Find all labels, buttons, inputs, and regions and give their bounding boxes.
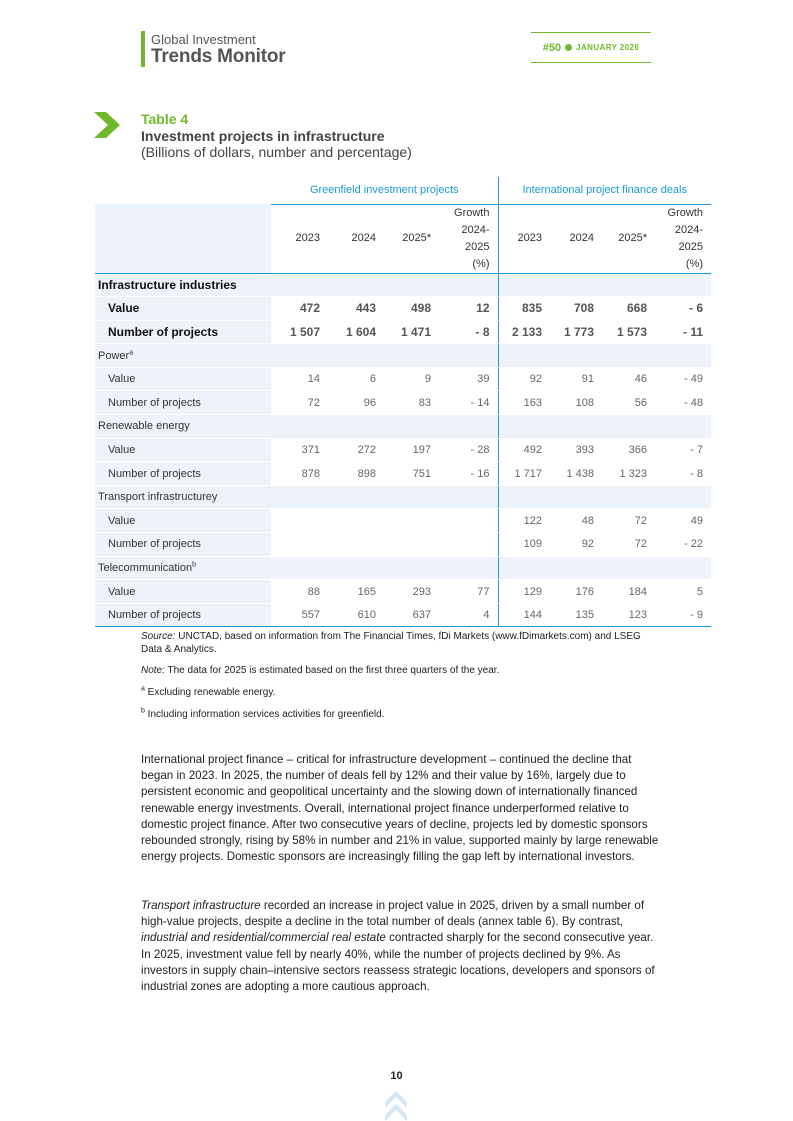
- table-cell: 46: [602, 367, 655, 391]
- table-cell: [602, 273, 655, 297]
- table-cell: 92: [498, 367, 550, 391]
- table-cell: 1 323: [602, 462, 655, 486]
- col-growth-line1: Growth: [454, 206, 490, 219]
- table-cell: [328, 509, 384, 533]
- table-cell: 176: [550, 580, 602, 604]
- table-cell: [271, 533, 328, 557]
- table-cell: 1 717: [498, 462, 550, 486]
- table-row: [95, 603, 711, 627]
- row-label-text: Number of projects: [108, 538, 201, 551]
- body-paragraph-1: International project finance – critical for infrastructure development – continued the decline that began in 2023. In 2025, the number of deals fell by 12% and their value by 16%, largely due to persistent economic and geopolitical uncertainty and the slowing down of internationally financed renewable energy investments. Overall, international project finance underperformed relative to domestic project finance. After two consecutive years of decline, projects led by domestic sponsors rebounded strongly, rising by 58% in number and 21% in value, supported mainly by large renewable energy projects. Domestic sponsors are increasingly filling the gap left by international investors.: [141, 753, 659, 864]
- table-cell: 108: [550, 391, 602, 415]
- group-finance: International project finance deals: [498, 177, 711, 204]
- row-label: [95, 297, 271, 321]
- table-cell: [655, 273, 711, 297]
- table-cell: - 11: [655, 320, 711, 344]
- table-cell: 144: [498, 603, 550, 627]
- source-text: UNCTAD, based on information from The Financial Times, fDi Markets (www.fDimarkets.com) and LSEG Data & Analytics.: [141, 631, 641, 655]
- table-row: [95, 509, 711, 533]
- table-cell: [384, 273, 439, 297]
- page-number: 10: [390, 1070, 403, 1082]
- section-row: [95, 556, 711, 580]
- row-label: [95, 320, 271, 344]
- table-cell: 637: [384, 603, 439, 627]
- table-cell: [550, 344, 602, 368]
- table-cell: [498, 344, 550, 368]
- chevron-right-icon: [92, 110, 122, 140]
- table-cell: 165: [328, 580, 384, 604]
- table-row: [95, 462, 711, 486]
- table-cell: 12: [439, 297, 498, 321]
- table-cell: [498, 485, 550, 509]
- table-cell: 88: [271, 580, 328, 604]
- issue-date: JANUARY 2026: [576, 43, 640, 52]
- footnote-a: [141, 686, 661, 699]
- row-label: [95, 438, 271, 462]
- table-cell: 272: [328, 438, 384, 462]
- table-cell: 123: [602, 603, 655, 627]
- table-cell: 751: [384, 462, 439, 486]
- infrastructure-table: [95, 177, 711, 627]
- footnote-a-mark: a: [141, 685, 145, 693]
- col-2025: 2025*: [602, 204, 655, 273]
- table-cell: 5: [655, 580, 711, 604]
- table-cell: [384, 344, 439, 368]
- table-cell: 122: [498, 509, 550, 533]
- table-cell: [271, 485, 328, 509]
- brand-line1: Global Investment: [151, 32, 256, 47]
- para2-emphasis-2: industrial and residential/commercial real estate: [141, 931, 386, 945]
- table-row: [95, 533, 711, 557]
- section-row: [95, 344, 711, 368]
- row-label: [95, 273, 271, 297]
- table-cell: 91: [550, 367, 602, 391]
- table-cell: 14: [271, 367, 328, 391]
- table-cell: 6: [328, 367, 384, 391]
- table-cell: 72: [271, 391, 328, 415]
- table-cell: - 28: [439, 438, 498, 462]
- table-cell: 610: [328, 603, 384, 627]
- table-cell: 9: [384, 367, 439, 391]
- row-label-text: Value: [108, 585, 136, 598]
- table-cell: 83: [384, 391, 439, 415]
- row-label: [95, 580, 271, 604]
- col-2023: 2023: [271, 204, 328, 273]
- table-cell: [550, 273, 602, 297]
- col-2025: 2025*: [384, 204, 439, 273]
- para2-emphasis-1: Transport infrastructure: [141, 899, 261, 912]
- para2-text-1: recorded an increase in project value in 2025, driven by a small number of high-value projects, despite a decline in the total number of deals (annex table 6). By contrast,: [141, 899, 645, 929]
- row-label-text: Value: [108, 443, 136, 456]
- table-cell: 293: [384, 580, 439, 604]
- row-label-text: Value: [108, 514, 136, 527]
- table-cell: [550, 485, 602, 509]
- table-cell: [602, 344, 655, 368]
- table-body: [95, 273, 711, 627]
- table-cell: 1 471: [384, 320, 439, 344]
- table-cell: [328, 533, 384, 557]
- row-label-text: Renewable energy: [98, 420, 190, 433]
- table-cell: 898: [328, 462, 384, 486]
- row-label: [95, 556, 271, 580]
- table-cell: [439, 556, 498, 580]
- table-notes: [141, 630, 661, 730]
- table-title: Investment projects in infrastructure: [141, 128, 385, 144]
- table-cell: [271, 415, 328, 439]
- table-cell: 49: [655, 509, 711, 533]
- col-2024: 2024: [550, 204, 602, 273]
- table-cell: [602, 556, 655, 580]
- row-label: [95, 462, 271, 486]
- footnote-b: [141, 708, 661, 721]
- source-note: [141, 630, 661, 656]
- table-cell: [498, 415, 550, 439]
- table-cell: [550, 415, 602, 439]
- table-cell: 472: [271, 297, 328, 321]
- table-subtitle: (Billions of dollars, number and percentage): [141, 144, 412, 160]
- table-cell: 129: [498, 580, 550, 604]
- table-cell: [271, 273, 328, 297]
- table-cell: 1 573: [602, 320, 655, 344]
- table-cell: 498: [384, 297, 439, 321]
- table-cell: - 7: [655, 438, 711, 462]
- row-label: [95, 367, 271, 391]
- table-cell: 492: [498, 438, 550, 462]
- column-header-row: [95, 204, 711, 273]
- issue-number: #50: [542, 41, 562, 54]
- column-header-blank: [95, 204, 271, 273]
- row-label: [95, 533, 271, 557]
- col-2024: 2024: [328, 204, 384, 273]
- row-label: [95, 391, 271, 415]
- table-cell: [384, 415, 439, 439]
- col-growth-line1: Growth: [667, 206, 703, 219]
- row-label-text: Number of projects: [108, 467, 201, 480]
- table-cell: 1 507: [271, 320, 328, 344]
- table-cell: [384, 485, 439, 509]
- table-cell: 39: [439, 367, 498, 391]
- table-cell: [384, 509, 439, 533]
- table-cell: [439, 509, 498, 533]
- table-cell: 48: [550, 509, 602, 533]
- row-label: [95, 344, 271, 368]
- table-cell: [439, 533, 498, 557]
- row-label-text: Number of projects: [108, 609, 201, 622]
- table-cell: [602, 415, 655, 439]
- table-cell: - 9: [655, 603, 711, 627]
- table-cell: [655, 485, 711, 509]
- table-cell: - 8: [655, 462, 711, 486]
- table-cell: 109: [498, 533, 550, 557]
- footnote-a-text: Excluding renewable energy.: [144, 687, 276, 698]
- row-label-text: Number of projects: [108, 396, 201, 409]
- table-cell: 668: [602, 297, 655, 321]
- table-label: Table 4: [141, 111, 189, 127]
- table-cell: 163: [498, 391, 550, 415]
- col-growth-line3: (%): [685, 257, 703, 270]
- source-label: Source:: [141, 631, 176, 642]
- table-row: [95, 438, 711, 462]
- table-row: [95, 391, 711, 415]
- table-cell: 197: [384, 438, 439, 462]
- table-cell: 393: [550, 438, 602, 462]
- table-cell: [655, 344, 711, 368]
- section-row: [95, 273, 711, 297]
- issue-badge: [531, 32, 651, 63]
- col-growth-line3: (%): [472, 257, 490, 270]
- table-cell: 835: [498, 297, 550, 321]
- table-cell: - 14: [439, 391, 498, 415]
- table-cell: [439, 273, 498, 297]
- footnote-mark: b: [192, 561, 197, 569]
- table-cell: 92: [550, 533, 602, 557]
- note-label: Note:: [141, 665, 165, 676]
- table-cell: 1 773: [550, 320, 602, 344]
- row-label-text: Value: [108, 373, 136, 386]
- note-text: The data for 2025 is estimated based on the first three quarters of the year.: [164, 665, 500, 676]
- table-cell: [384, 556, 439, 580]
- note: [141, 664, 661, 677]
- col-growth-line2: 2024-2025: [674, 223, 703, 253]
- table-cell: [655, 415, 711, 439]
- row-label: [95, 603, 271, 627]
- table-cell: 443: [328, 297, 384, 321]
- table-cell: [328, 485, 384, 509]
- body-paragraph-2: [141, 898, 666, 995]
- table-row: [95, 320, 711, 344]
- table-cell: [602, 485, 655, 509]
- section-row: [95, 485, 711, 509]
- table-cell: 77: [439, 580, 498, 604]
- table-cell: [655, 556, 711, 580]
- table-row: [95, 580, 711, 604]
- table-cell: 366: [602, 438, 655, 462]
- table-cell: 1 604: [328, 320, 384, 344]
- col-growth-line2: 2024-2025: [461, 223, 490, 253]
- table-cell: 371: [271, 438, 328, 462]
- table-cell: - 16: [439, 462, 498, 486]
- row-label-text: Number of projects: [108, 324, 219, 339]
- row-label-text: Transport infrastructurey: [98, 491, 218, 504]
- table-cell: [498, 556, 550, 580]
- table-cell: [328, 344, 384, 368]
- table-cell: 557: [271, 603, 328, 627]
- table-cell: [550, 556, 602, 580]
- para2-text-2: contracted sharply for the second consecutive year. In 2025, investment value fell by nearly 40%, while the number of projects declined by 9%. As investors in supply chain–intensive sectors reassess strategic locations, developers and sponsors of industrial zones are adopting a more cautious approach.: [141, 931, 655, 994]
- footnote-b-text: Including information services activities for greenfield.: [144, 709, 385, 720]
- table-row: [95, 297, 711, 321]
- row-label: [95, 509, 271, 533]
- table-cell: [271, 556, 328, 580]
- table-cell: 708: [550, 297, 602, 321]
- table-cell: [271, 509, 328, 533]
- brand-line2: Trends Monitor: [151, 46, 286, 67]
- dot-icon: [565, 44, 572, 51]
- row-label: [95, 415, 271, 439]
- table-cell: [439, 415, 498, 439]
- table-cell: 56: [602, 391, 655, 415]
- brand-logo: [141, 31, 285, 67]
- table-cell: - 8: [439, 320, 498, 344]
- table-cell: [328, 415, 384, 439]
- table-cell: 2 133: [498, 320, 550, 344]
- table-row: [95, 367, 711, 391]
- row-label-text: Power: [98, 349, 130, 362]
- table-cell: - 22: [655, 533, 711, 557]
- table-cell: [439, 344, 498, 368]
- table-cell: [439, 485, 498, 509]
- table-cell: [271, 344, 328, 368]
- table-cell: - 6: [655, 297, 711, 321]
- table-cell: - 49: [655, 367, 711, 391]
- table-cell: 878: [271, 462, 328, 486]
- row-label-text: Telecommunication: [98, 561, 193, 574]
- table-cell: 72: [602, 509, 655, 533]
- scroll-up-icon[interactable]: [383, 1088, 409, 1121]
- table-cell: - 48: [655, 391, 711, 415]
- table-cell: 135: [550, 603, 602, 627]
- table-cell: 4: [439, 603, 498, 627]
- table-cell: 184: [602, 580, 655, 604]
- table-cell: 96: [328, 391, 384, 415]
- group-header-row: [95, 177, 711, 204]
- row-label: [95, 485, 271, 509]
- col-growth: [439, 204, 498, 273]
- row-label-text: Infrastructure industries: [98, 277, 237, 292]
- col-2023: 2023: [498, 204, 550, 273]
- table-cell: [498, 273, 550, 297]
- col-growth: [655, 204, 711, 273]
- group-greenfield: Greenfield investment projects: [271, 177, 498, 204]
- table-cell: 72: [602, 533, 655, 557]
- table-cell: [384, 533, 439, 557]
- footnote-mark: a: [129, 348, 134, 356]
- footnote-b-mark: b: [141, 707, 145, 715]
- table-cell: [328, 556, 384, 580]
- table-cell: [328, 273, 384, 297]
- section-row: [95, 415, 711, 439]
- group-header-blank: [95, 177, 271, 204]
- table-cell: 1 438: [550, 462, 602, 486]
- row-label-text: Value: [108, 301, 140, 316]
